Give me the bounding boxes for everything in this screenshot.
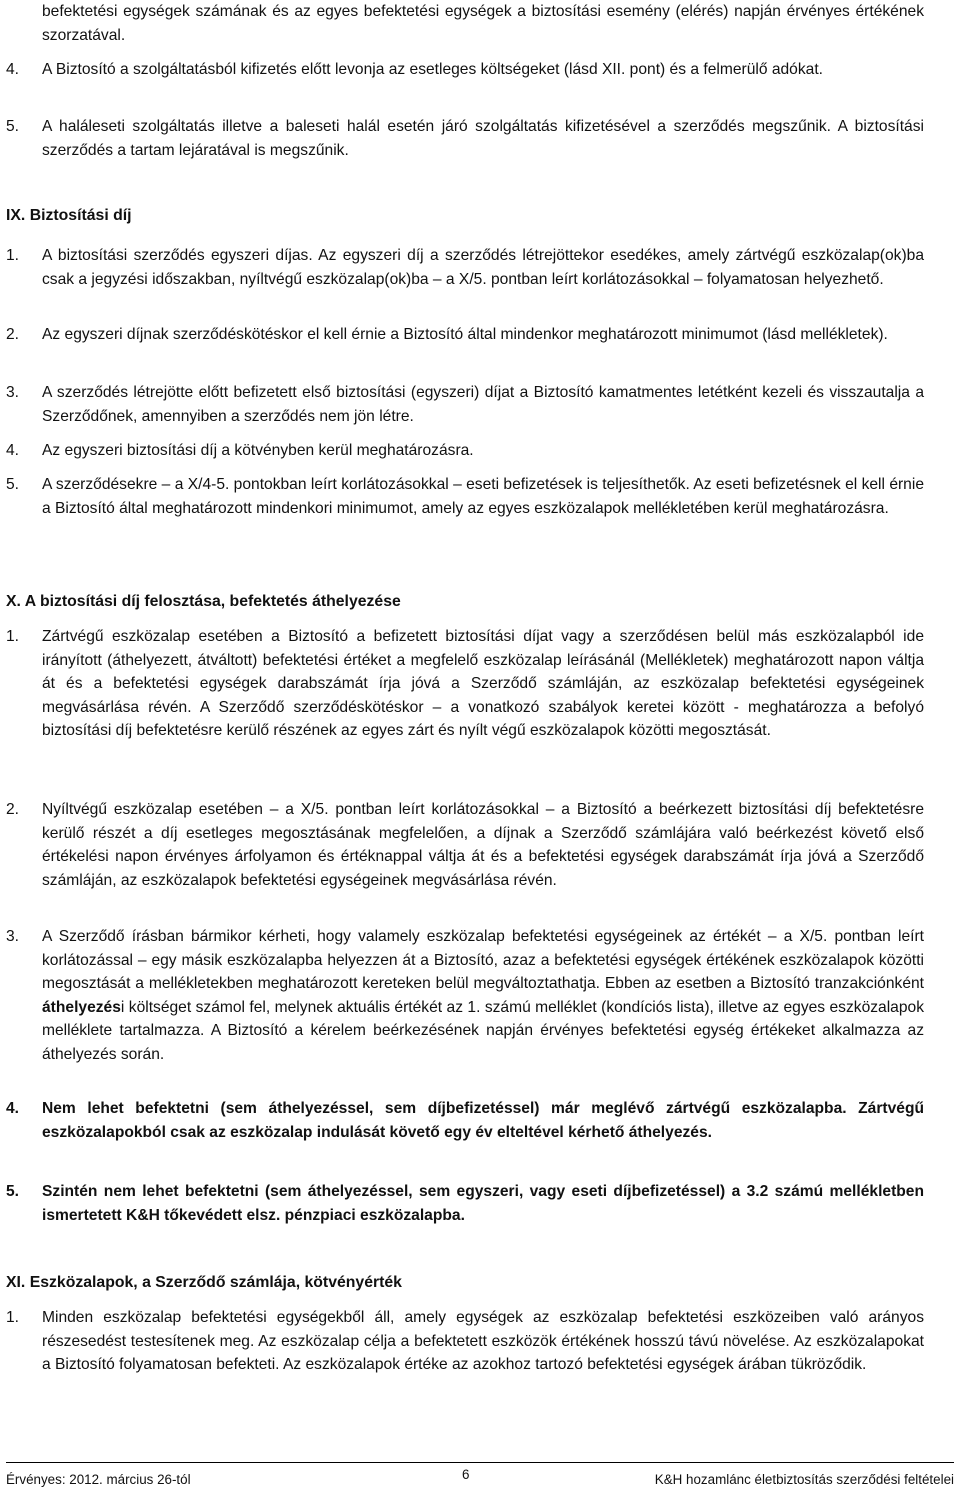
paragraph-text: A biztosítási szerződés egyszeri díjas. Az egyszeri díj a szerződés létrejöttekor esedékes, amely zártvégű eszközalap(ok)ba csak a jegyzési időszakban, nyíltvégű eszközalap(ok)ba – a X/5. pontban leírt korlátozásokkal – folyamatosan helyezhető. xyxy=(42,247,924,288)
paragraph-ix-3 xyxy=(6,381,924,428)
paragraph-text: A haláleseti szolgáltatás illetve a baleseti halál esetén járó szolgáltatás kifizetésével a szerződés megszűnik. A biztosítási szerződés a tartam lejáratával is megszűnik. xyxy=(42,118,924,159)
item-number: 3. xyxy=(6,384,20,401)
paragraph-text-part: i költséget számol fel, melynek aktuális értékét az 1. számú melléklet (kondíciós lista), illetve az egyes eszközalapok melléklete tartalmazza. A Biztosító a kérelem beérkezésének napján érvényes befektetési egység értékeket alkalmazza az áthelyezés során. xyxy=(42,998,924,1063)
section-heading-x: X. A biztosítási díj felosztása, befektetés áthelyezése xyxy=(6,593,401,610)
paragraph-text-part: A Szerződő írásban bármikor kérheti, hogy valamely eszközalap befektetési egységeinek az értékét – a X/5. pontban leírt korlátozással – egy másik eszközalapba helyezzen át a Biztosító, azaz a befektetési egységek értékének eszközalapok közötti megosztását a mellékletekben meghatározott kereteken belül megváltoztathatja. Ebben az esetben a Biztosító tranzakciónként xyxy=(42,928,924,993)
paragraph-ix-5 xyxy=(6,473,924,520)
paragraph-intro-continuation xyxy=(6,0,924,47)
paragraph-ix-1 xyxy=(6,244,924,291)
paragraph-x-3 xyxy=(6,925,924,1067)
paragraph-text: Nem lehet befektetni (sem áthelyezéssel, sem díjbefizetéssel) már meglévő zártvégű eszközalapba. Zártvégű eszközalapokból csak az eszközalap indulását követő egy év elteltével kérhető áthelyezés. xyxy=(42,1100,924,1141)
item-number: 4. xyxy=(6,61,20,78)
paragraph-text: befektetési egységek számának és az egyes befektetési egységek a biztosítási esemény (elérés) napján érvényes értékének szorzatával. xyxy=(42,3,924,44)
paragraph-viii-4 xyxy=(6,58,924,82)
paragraph-text: Minden eszközalap befektetési egységekből áll, amely egységek az eszközalap befektetési eszközeiben való arányos részesedést testesítenek meg. Az eszközalap célja a befektetett eszközök értékének hosszú távú növelése. Az eszközalapokat a Biztosító folyamatosan befekteti. Az eszközalapok értéke az azokhoz tartozó befektetési egységek árában tükröződik. xyxy=(42,1309,924,1374)
item-number: 5. xyxy=(6,1183,20,1200)
item-number: 5. xyxy=(6,476,20,493)
paragraph-x-1 xyxy=(6,625,924,743)
item-number: 2. xyxy=(6,801,20,818)
item-number: 1. xyxy=(6,628,20,645)
page-number: 6 xyxy=(462,1467,470,1482)
paragraph-xi-1 xyxy=(6,1306,924,1377)
item-number: 4. xyxy=(6,442,20,459)
paragraph-text: Az egyszeri díjnak szerződéskötéskor el kell érnie a Biztosító által mindenkor meghatározott minimumot (lásd mellékletek). xyxy=(42,326,888,343)
paragraph-x-4 xyxy=(6,1097,924,1144)
item-number: 1. xyxy=(6,247,20,264)
paragraph-text: Nyíltvégű eszközalap esetében – a X/5. pontban leírt korlátozásokkal – a Biztosító a beérkezett biztosítási díj befektetésre kerülő részét a díj esetleges megosztásának megfelelően, a díjnak a Szerződő számlájára való beérkezést követő első értékelési napon érvényes árfolyamon és értéknappal váltja át és a befektetési egységek darabszámát írja jóvá a Szerződő számláján, az eszközalapok befektetési egységeinek megvásárlása révén. xyxy=(42,801,924,889)
footer-divider xyxy=(6,1462,954,1463)
paragraph-text: A Biztosító a szolgáltatásból kifizetés előtt levonja az esetleges költségeket (lásd XII. pont) és a felmerülő adókat. xyxy=(42,61,823,78)
paragraph-ix-4 xyxy=(6,439,924,463)
paragraph-text: A szerződés létrejötte előtt befizetett első biztosítási (egyszeri) díjat a Biztosító kamatmentes letétként kezeli és visszautalja a Szerződőnek, amennyiben a szerződés nem jön létre. xyxy=(42,384,924,425)
paragraph-text: Szintén nem lehet befektetni (sem áthelyezéssel, sem egyszeri, vagy eseti díjbefizetéssel) a 3.2 számú mellékletben ismertetett K&H tőkevédett elsz. pénzpiaci eszközalapba. xyxy=(42,1183,924,1224)
bold-term: áthelyezés xyxy=(42,998,121,1016)
item-number: 3. xyxy=(6,928,20,945)
section-heading-ix: IX. Biztosítási díj xyxy=(6,207,132,224)
section-heading-xi: XI. Eszközalapok, a Szerződő számlája, kötvényérték xyxy=(6,1274,402,1291)
paragraph-x-5 xyxy=(6,1180,924,1227)
paragraph-ix-2 xyxy=(6,323,924,347)
paragraph-text xyxy=(42,925,924,1067)
item-number: 2. xyxy=(6,326,20,343)
paragraph-x-2 xyxy=(6,798,924,892)
footer-document-title: K&H hozamlánc életbiztosítás szerződési feltételei xyxy=(654,1472,954,1487)
paragraph-text: A szerződésekre – a X/4-5. pontokban leírt korlátozásokkal – eseti befizetések is teljesíthetők. Az eseti befizetésnek el kell érnie a Biztosító által meghatározott mindenkori minimumot, amely az egyes eszközalapok mellékletében kerül meghatározásra. xyxy=(42,476,924,517)
footer-validity: Érvényes: 2012. március 26-tól xyxy=(6,1472,191,1487)
paragraph-text: Az egyszeri biztosítási díj a kötvényben kerül meghatározásra. xyxy=(42,442,474,459)
item-number: 4. xyxy=(6,1100,20,1117)
paragraph-viii-5 xyxy=(6,115,924,162)
item-number: 1. xyxy=(6,1309,20,1326)
item-number: 5. xyxy=(6,118,20,135)
paragraph-text: Zártvégű eszközalap esetében a Biztosító a befizetett biztosítási díjat vagy a szerződésen belül más eszközalapból ide irányított (áthelyezett, átváltott) befektetési értéket a megfelelő eszközalap leírásánál (Mellékletek) meghatározott napon váltja át és a befektetési egységek darabszámát írja jóvá a Szerződő számláján, az eszközalap befektetési egységeinek megvásárlása révén. A Szerződő szerződéskötéskor – a vonatkozó szabályok keretei között - meghatározza a befolyó biztosítási díj befektetésre kerülő részének az egyes zárt és nyílt végű eszközalapok közötti megosztását. xyxy=(42,628,924,740)
